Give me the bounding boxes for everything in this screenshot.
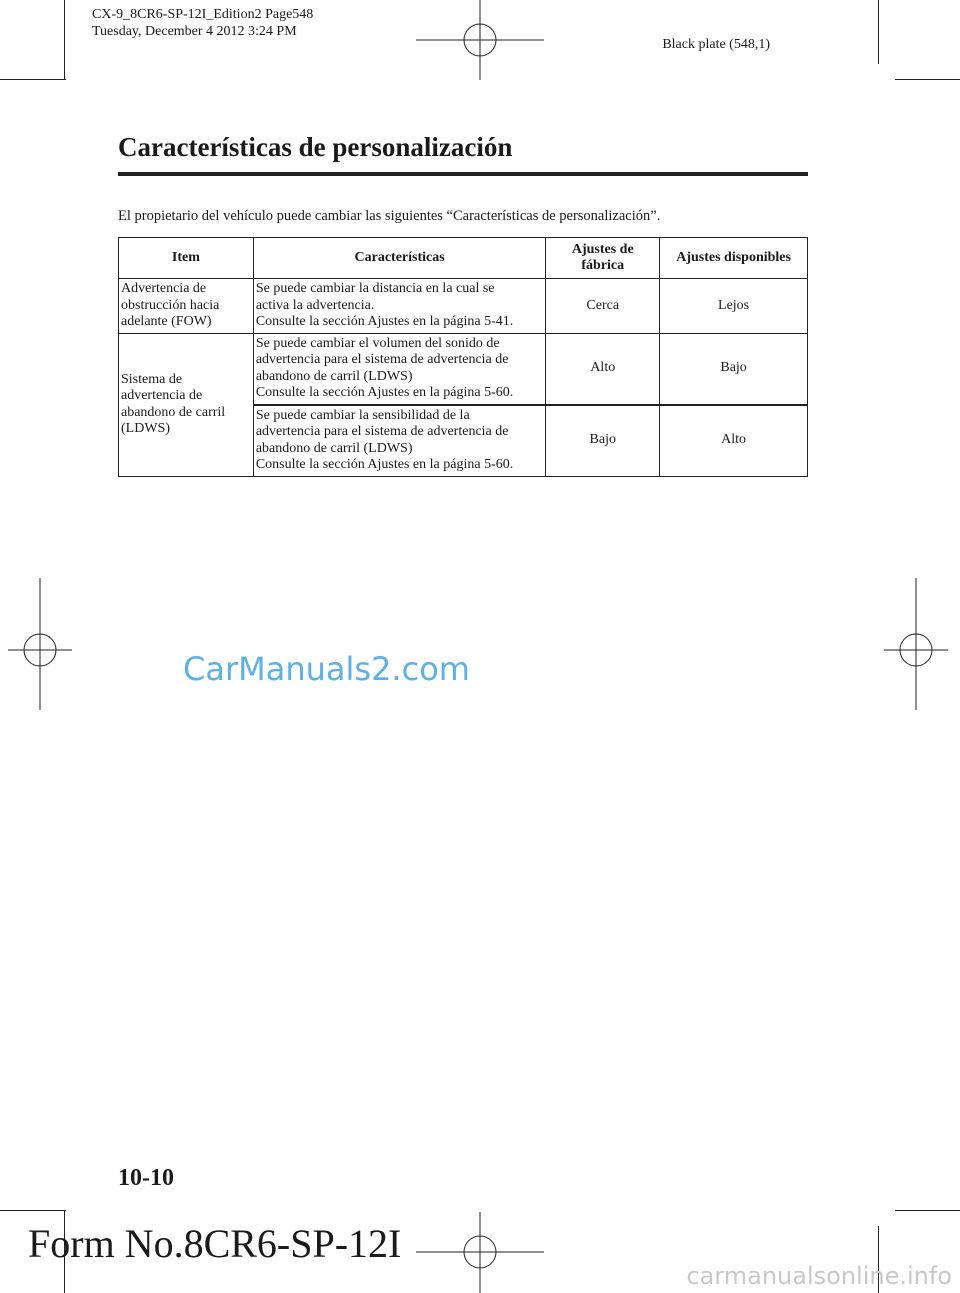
watermark-logo: CarManuals2.com (183, 650, 470, 688)
desc-line: advertencia para el sistema de advertencia de (255, 352, 509, 367)
desc-line: Consulte la sección Ajustes en la página 5-60. (255, 457, 514, 472)
desc-line: Consulte la sección Ajustes en la página 5-60. (255, 385, 514, 400)
item-line: Sistema de (121, 371, 183, 387)
header-factory-line-2: fábrica (581, 258, 625, 273)
factory-setting-cell: Cerca (546, 279, 660, 334)
table-header-row (119, 238, 808, 279)
registration-mark-icon (416, 1212, 544, 1293)
available-setting-cell: Bajo (660, 333, 808, 405)
available-setting-cell: Lejos (660, 279, 808, 334)
crop-mark (895, 79, 960, 80)
intro-text: El propietario del vehículo puede cambiar las siguientes “Características de personalización”. (118, 208, 661, 224)
file-info-line-1: CX-9_8CR6-SP-12I_Edition2 Page548 (92, 7, 314, 22)
description-cell (253, 405, 546, 477)
item-line: obstrucción hacia (121, 297, 220, 313)
available-setting-cell: Alto (660, 405, 808, 477)
item-line: Advertencia de (121, 281, 207, 296)
crop-mark (64, 0, 65, 80)
title-rule (118, 172, 808, 176)
desc-line: abandono de carril (LDWS) (255, 440, 413, 456)
header-available-settings: Ajustes disponibles (660, 238, 808, 279)
plate-label: Black plate (548,1) (662, 37, 770, 52)
registration-mark-icon (416, 0, 544, 80)
crop-mark (895, 1210, 960, 1211)
item-cell (119, 333, 254, 476)
section-title: Características de personalización (118, 132, 513, 162)
desc-line: abandono de carril (LDWS) (255, 368, 413, 384)
crop-mark (0, 79, 66, 80)
form-number: Form No.8CR6-SP-12I (28, 1221, 402, 1266)
crop-mark (0, 1210, 66, 1211)
desc-line: activa la advertencia. (255, 297, 375, 313)
description-cell (253, 279, 546, 334)
item-line: adelante (FOW) (121, 314, 212, 329)
registration-mark-icon (884, 578, 948, 710)
desc-line: Se puede cambiar la distancia en la cual se (255, 281, 495, 296)
header-factory-line-1: Ajustes de (571, 241, 634, 257)
item-cell (119, 279, 254, 334)
desc-line: Consulte la sección Ajustes en la página 5-41. (255, 314, 514, 329)
site-watermark: carmanualsonline.info (686, 1262, 952, 1290)
header-item: Item (119, 238, 254, 279)
desc-line: Se puede cambiar la sensibilidad de la (255, 407, 470, 423)
desc-line: Se puede cambiar el volumen del sonido de (255, 335, 500, 351)
table-row (119, 333, 808, 405)
description-cell (253, 333, 546, 405)
crop-mark (878, 0, 879, 64)
table-row (119, 279, 808, 334)
item-line: advertencia de (121, 388, 203, 403)
file-info-line-2: Tuesday, December 4 2012 3:24 PM (92, 24, 297, 39)
customization-features-table (118, 237, 808, 477)
factory-setting-cell: Alto (546, 333, 660, 405)
item-line: abandono de carril (121, 404, 226, 420)
page-number: 10-10 (118, 1165, 174, 1191)
header-features: Características (253, 238, 546, 279)
file-info (92, 6, 313, 40)
desc-line: advertencia para el sistema de advertencia de (255, 424, 509, 439)
header-factory-settings (546, 238, 660, 279)
registration-mark-icon (8, 578, 72, 710)
item-line: (LDWS) (121, 421, 170, 436)
factory-setting-cell: Bajo (546, 405, 660, 477)
